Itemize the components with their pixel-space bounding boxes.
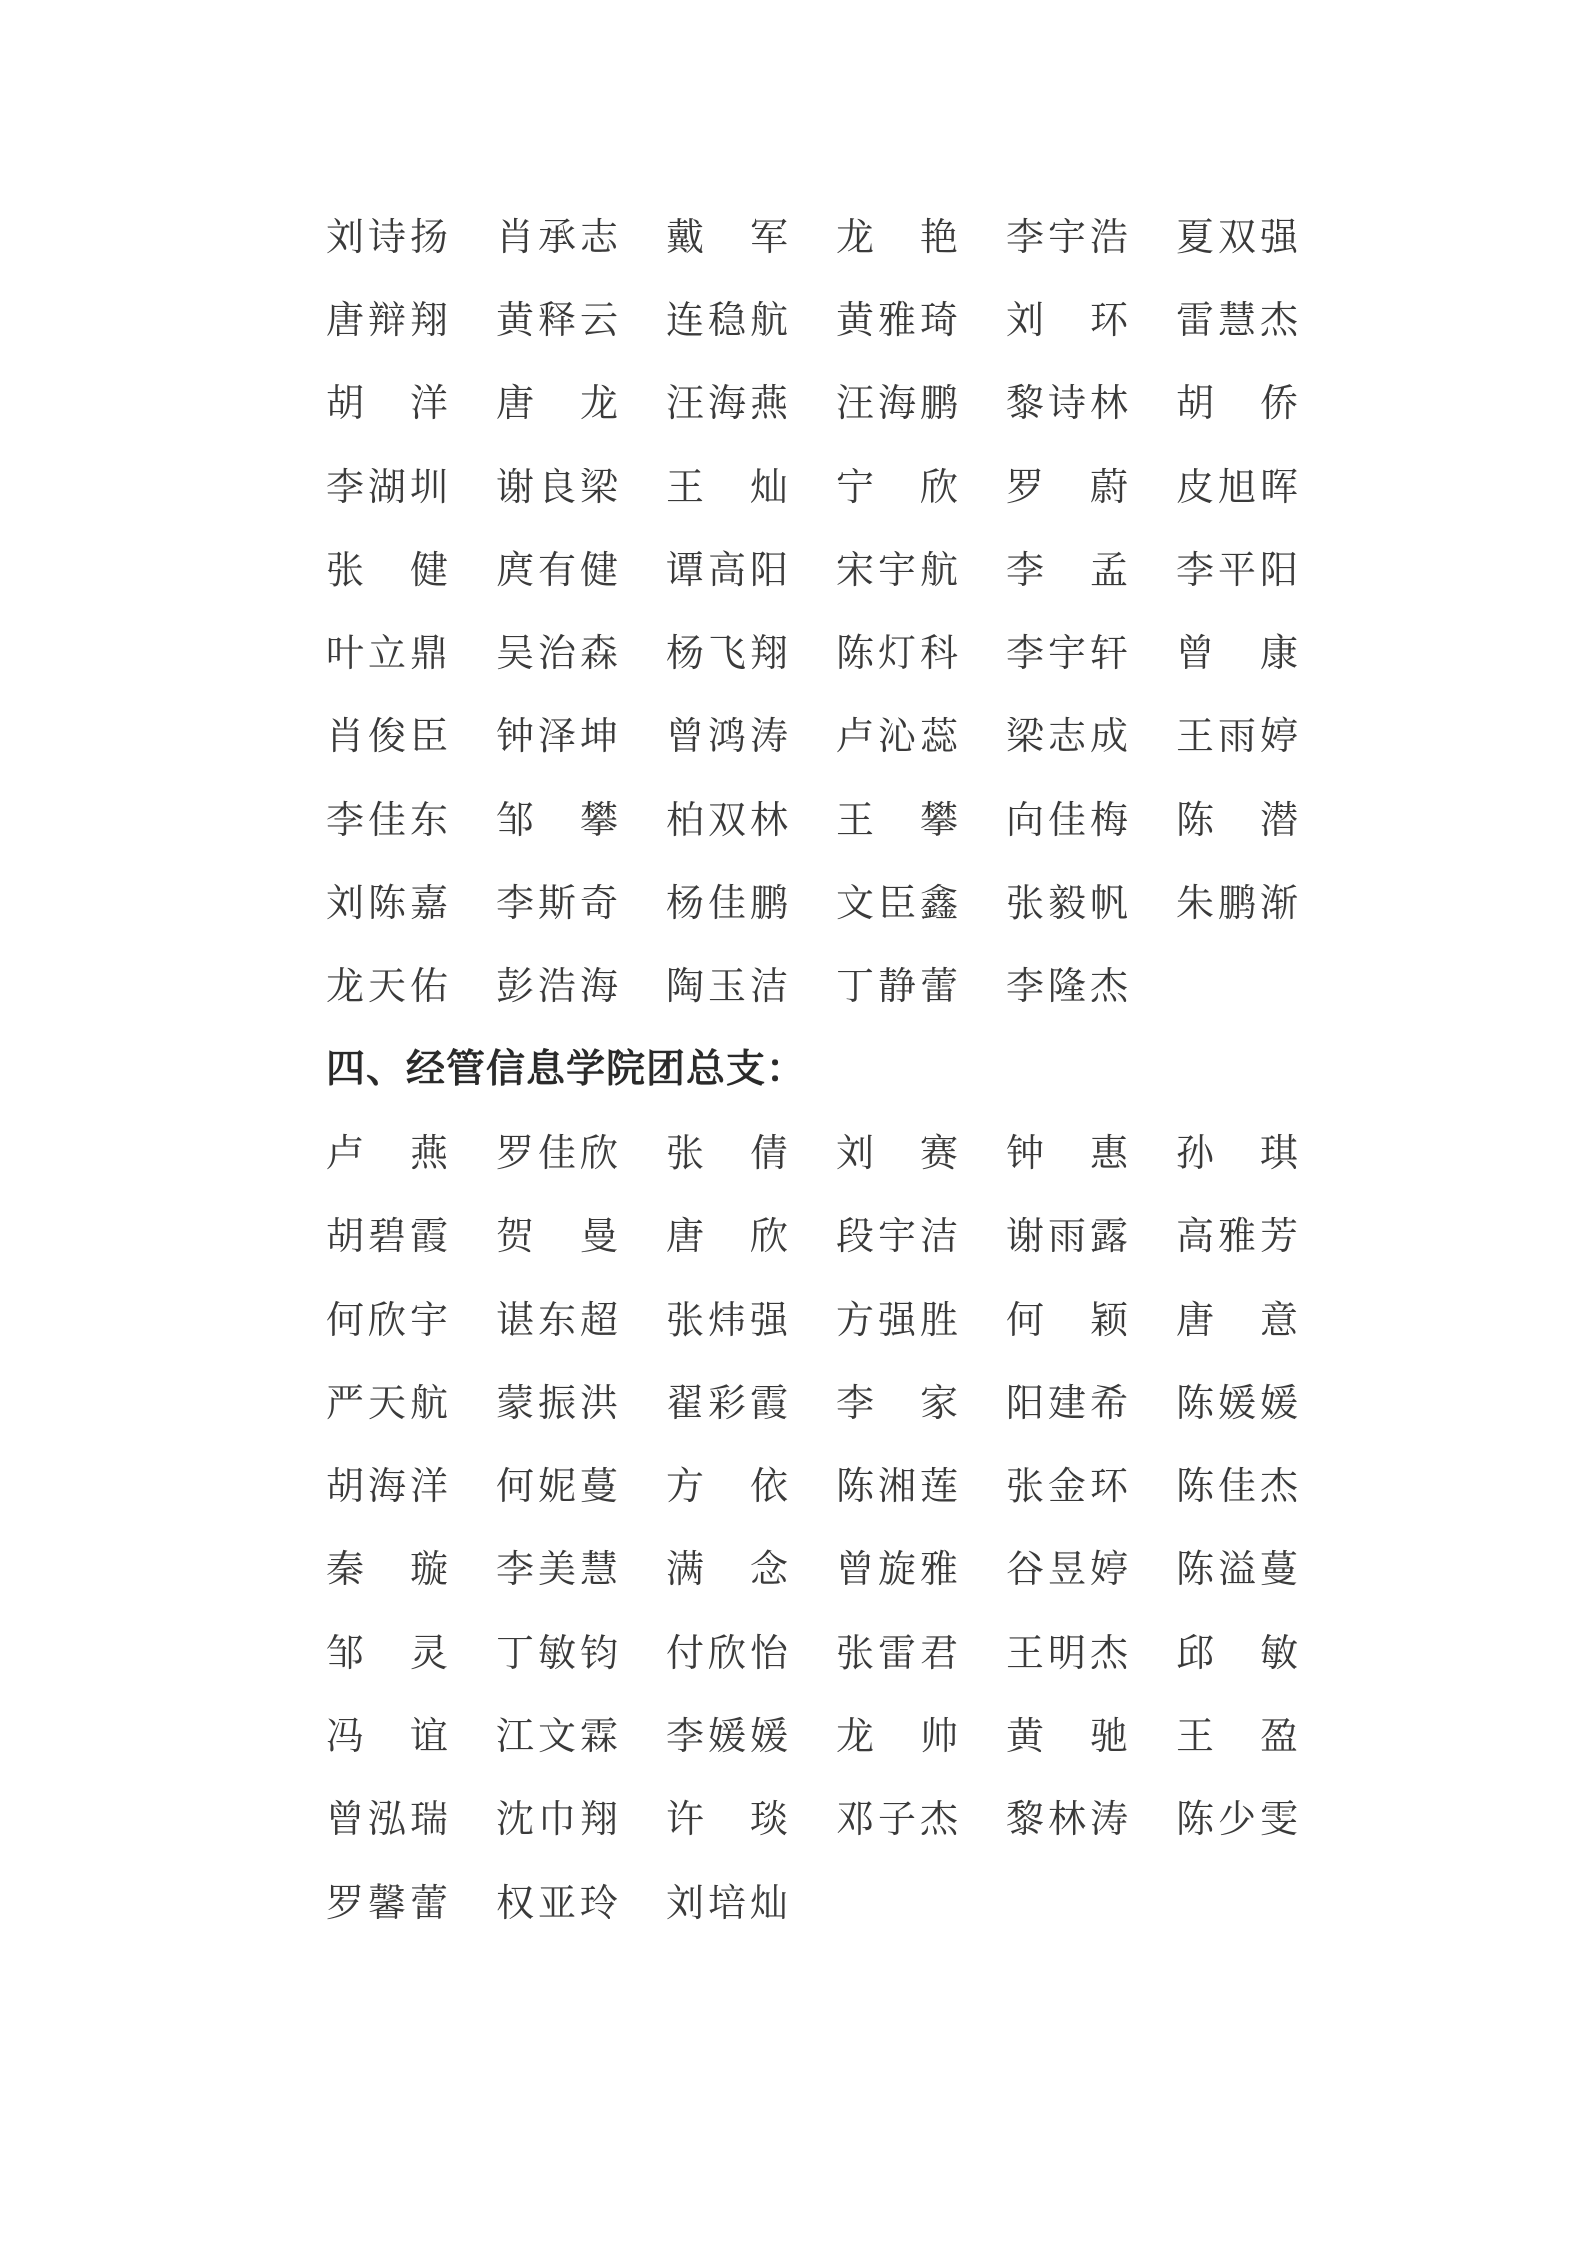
person-name: 李 平 阳 [1176,547,1298,592]
person-name: 王 盈 [1176,1713,1298,1758]
person-name: 罗 佳 欣 [496,1130,618,1175]
person-name: 李 宇 浩 [1006,214,1128,259]
person-name: 李 家 [836,1380,958,1425]
name-row [326,362,1306,445]
name-row [326,945,1306,1028]
person-name: 贺 曼 [496,1214,618,1259]
person-name: 唐 欣 [666,1214,788,1259]
person-name: 秦 璇 [326,1547,448,1592]
person-name: 刘 环 [1006,297,1128,342]
person-name: 朱 鹏 渐 [1176,881,1298,926]
section-four-heading: 四、经管信息学院团总支： [326,1046,807,1092]
name-row [326,195,1306,278]
person-name: 陈 溢 蔓 [1176,1547,1298,1592]
person-name: 何 欣 宇 [326,1297,448,1342]
name-row [326,278,1306,361]
person-name: 邓 子 杰 [836,1797,958,1842]
name-row [326,1361,1306,1444]
person-name: 卢 燕 [326,1130,448,1175]
person-name: 李 湖 圳 [326,464,448,509]
person-name: 许 琰 [666,1797,788,1842]
person-name: 孙 琪 [1176,1130,1298,1175]
person-name: 唐 龙 [496,381,618,426]
person-name: 刘 培 灿 [666,1880,788,1925]
person-name: 陈 潜 [1176,797,1298,842]
person-name: 谷 昱 婷 [1006,1547,1128,1592]
name-row [326,1694,1306,1777]
person-name: 胡 洋 [326,381,448,426]
person-name: 龙 帅 [836,1713,958,1758]
person-name: 戴 军 [666,214,788,259]
person-name: 张 毅 帆 [1006,881,1128,926]
name-row [326,1528,1306,1611]
person-name: 谢 雨 露 [1006,1214,1128,1259]
person-name: 张 金 环 [1006,1464,1128,1509]
person-name: 皮 旭 晖 [1176,464,1298,509]
person-name: 彭 浩 海 [496,964,618,1009]
person-name: 罗 馨 蕾 [326,1880,448,1925]
person-name: 梁 志 成 [1006,714,1128,759]
person-name: 王 明 杰 [1006,1630,1128,1675]
name-row [326,778,1306,861]
person-name: 李 美 慧 [496,1547,618,1592]
person-name: 丁 敏 钧 [496,1630,618,1675]
person-name: 钟 泽 坤 [496,714,618,759]
person-name: 陈 少 雯 [1176,1797,1298,1842]
person-name: 权 亚 玲 [496,1880,618,1925]
person-name: 黄 雅 琦 [836,297,958,342]
person-name: 谌 东 超 [496,1297,618,1342]
person-name: 黄 释 云 [496,297,618,342]
person-name: 李 孟 [1006,547,1128,592]
person-name: 曾 康 [1176,631,1298,676]
person-name: 张 健 [326,547,448,592]
person-name: 方 依 [666,1464,788,1509]
person-name: 陈 佳 杰 [1176,1464,1298,1509]
person-name: 高 雅 芳 [1176,1214,1298,1259]
name-row [326,1195,1306,1278]
person-name: 卢 沁 蕊 [836,714,958,759]
name-row [326,1278,1306,1361]
person-name: 吴 治 森 [496,631,618,676]
person-name: 龙 艳 [836,214,958,259]
name-row [326,1861,1306,1944]
person-name: 龙 天 佑 [326,964,448,1009]
person-name: 柏 双 林 [666,797,788,842]
name-row [326,695,1306,778]
person-name: 王 灿 [666,464,788,509]
person-name: 连 稳 航 [666,297,788,342]
person-name: 邹 攀 [496,797,618,842]
person-name: 刘 陈 嘉 [326,881,448,926]
person-name: 罗 蔚 [1006,464,1128,509]
person-name: 曾 鸿 涛 [666,714,788,759]
person-name: 张 炜 强 [666,1297,788,1342]
person-name: 阳 建 希 [1006,1380,1128,1425]
person-name: 蒙 振 洪 [496,1380,618,1425]
person-name: 谢 良 梁 [496,464,618,509]
name-row [326,611,1306,694]
person-name: 陶 玉 洁 [666,964,788,1009]
person-name: 方 强 胜 [836,1297,958,1342]
person-name: 唐 辩 翔 [326,297,448,342]
person-name: 宋 宇 航 [836,547,958,592]
name-row [326,1444,1306,1527]
person-name: 陈 湘 莲 [836,1464,958,1509]
person-name: 雷 慧 杰 [1176,297,1298,342]
person-name: 邱 敏 [1176,1630,1298,1675]
person-name: 满 念 [666,1547,788,1592]
section-three-name-list [326,195,1306,1028]
person-name: 汪 海 燕 [666,381,788,426]
person-name: 曾 旋 雅 [836,1547,958,1592]
person-name: 唐 意 [1176,1297,1298,1342]
name-row [326,1111,1306,1194]
person-name: 江 文 霖 [496,1713,618,1758]
person-name: 黄 驰 [1006,1713,1128,1758]
person-name: 文 臣 鑫 [836,881,958,926]
person-name: 杨 佳 鹏 [666,881,788,926]
person-name: 邹 灵 [326,1630,448,1675]
person-name: 翟 彩 霞 [666,1380,788,1425]
person-name: 严 天 航 [326,1380,448,1425]
person-name: 李 媛 媛 [666,1713,788,1758]
person-name: 谭 高 阳 [666,547,788,592]
person-name: 李 斯 奇 [496,881,618,926]
person-name: 钟 惠 [1006,1130,1128,1175]
person-name: 张 雷 君 [836,1630,958,1675]
person-name: 叶 立 鼎 [326,631,448,676]
name-row [326,1611,1306,1694]
person-name: 陈 灯 科 [836,631,958,676]
person-name: 段 宇 洁 [836,1214,958,1259]
person-name: 汪 海 鹏 [836,381,958,426]
person-name: 胡 侨 [1176,381,1298,426]
person-name: 刘 诗 扬 [326,214,448,259]
person-name: 宁 欣 [836,464,958,509]
person-name: 冯 谊 [326,1713,448,1758]
person-name: 付 欣 怡 [666,1630,788,1675]
person-name: 胡 海 洋 [326,1464,448,1509]
person-name: 何 颖 [1006,1297,1128,1342]
person-name: 何 妮 蔓 [496,1464,618,1509]
person-name: 黎 林 涛 [1006,1797,1128,1842]
person-name: 丁 静 蕾 [836,964,958,1009]
person-name: 胡 碧 霞 [326,1214,448,1259]
name-row [326,445,1306,528]
person-name: 杨 飞 翔 [666,631,788,676]
person-name: 李 佳 东 [326,797,448,842]
name-row [326,1778,1306,1861]
person-name: 曾 泓 瑞 [326,1797,448,1842]
person-name: 向 佳 梅 [1006,797,1128,842]
person-name: 沈 巾 翔 [496,1797,618,1842]
name-row [326,861,1306,944]
person-name: 肖 俊 臣 [326,714,448,759]
person-name: 王 攀 [836,797,958,842]
section-four-name-list [326,1111,1306,1944]
person-name: 夏 双 强 [1176,214,1298,259]
person-name: 李 宇 轩 [1006,631,1128,676]
person-name: 李 隆 杰 [1006,964,1128,1009]
person-name: 刘 赛 [836,1130,958,1175]
person-name: 张 倩 [666,1130,788,1175]
person-name: 肖 承 志 [496,214,618,259]
person-name: 黎 诗 林 [1006,381,1128,426]
name-row [326,528,1306,611]
person-name: 庹 有 健 [496,547,618,592]
person-name: 王 雨 婷 [1176,714,1298,759]
document-page [326,195,1306,1944]
person-name: 陈 媛 媛 [1176,1380,1298,1425]
